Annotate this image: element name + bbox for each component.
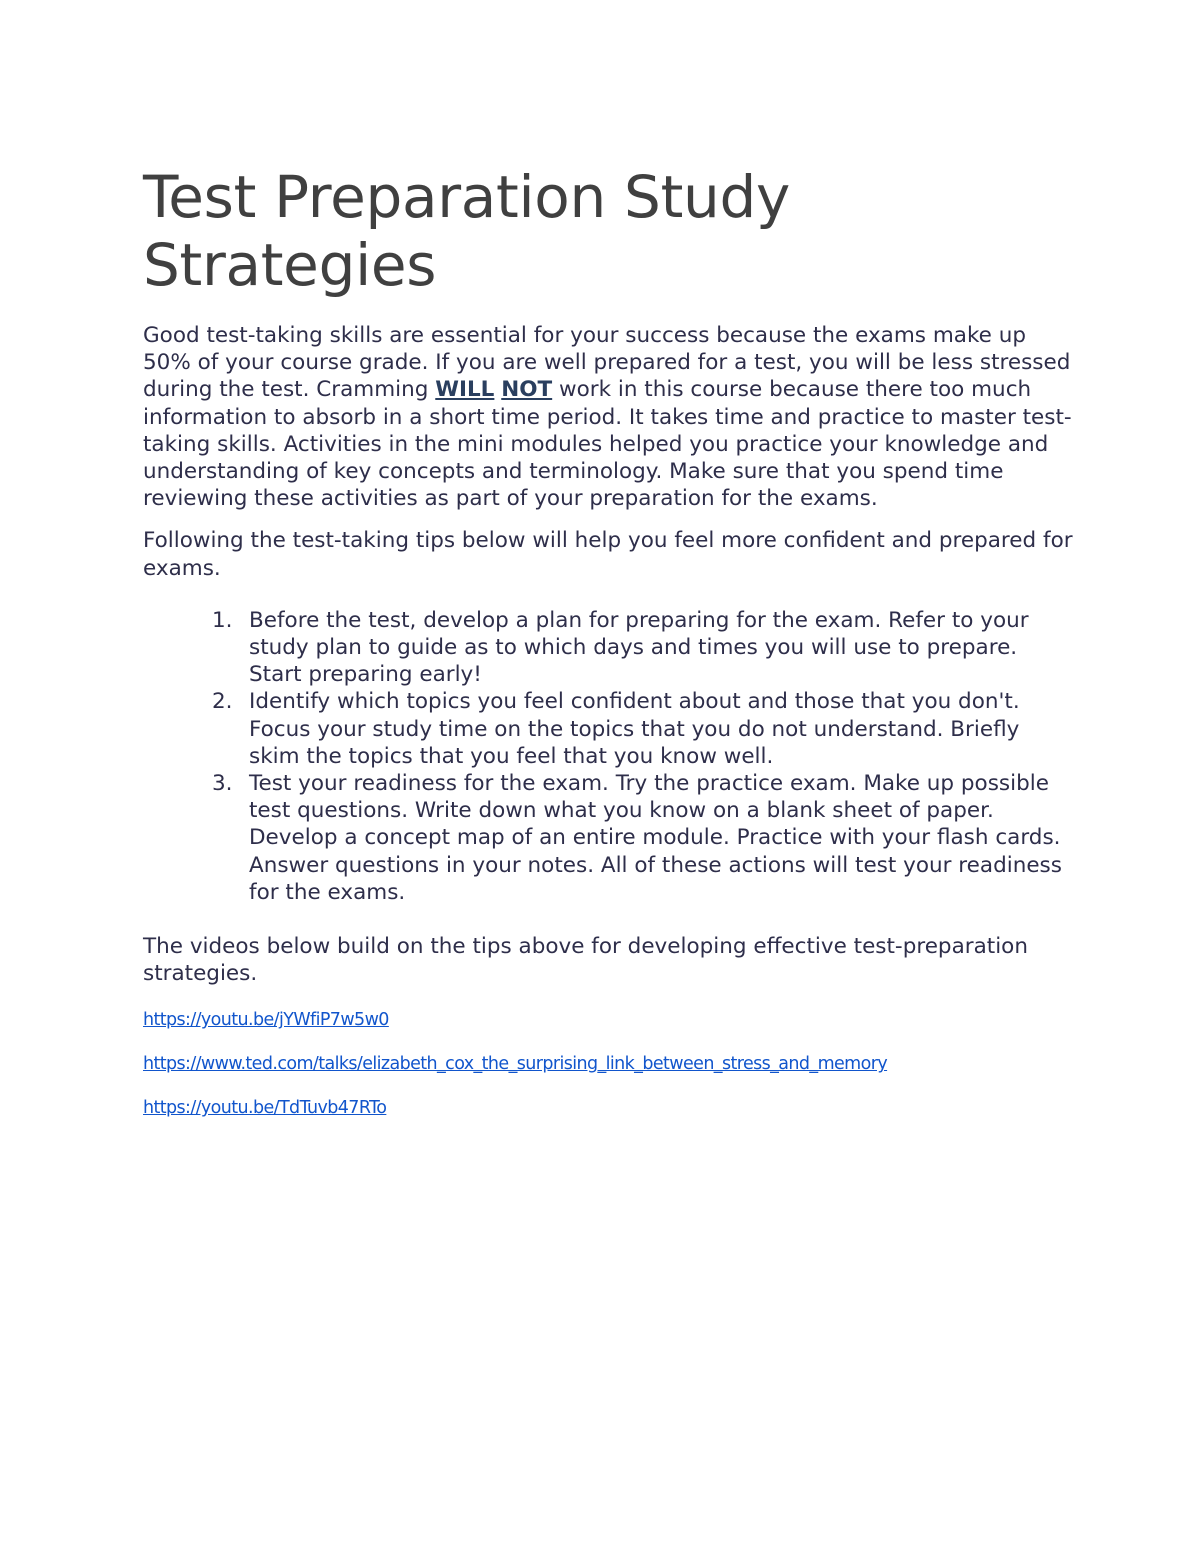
- tips-list: [143, 607, 1073, 906]
- list-item-number: 3.: [212, 771, 233, 797]
- list-item-text: Test your readiness for the exam. Try the practice exam. Make up possible test questions. Write down what you know on a blank sheet of paper. Develop a concept map of an entire module. Practice with your flash cards. Answer questions in your notes. All of these actions will test your readiness for the exams.: [249, 771, 1062, 905]
- list-item: [143, 770, 1069, 906]
- intro-paragraph: [143, 322, 1073, 512]
- list-item-number: 1.: [212, 607, 233, 633]
- intro-text-before: Good test-taking skills are essential for your success because the exams make up 50% of your course grade. If you are well prepared for a test, you will be less stressed during the test. Cramming: [143, 323, 1071, 403]
- list-item: [143, 607, 1069, 689]
- video-link-ted[interactable]: https://www.ted.com/talks/elizabeth_cox_the_surprising_link_between_stress_and_memory: [143, 1054, 888, 1075]
- list-item: [143, 688, 1069, 770]
- page-title: Test Preparation Study Strategies: [143, 163, 791, 299]
- videos-intro-paragraph: The videos below build on the tips above for developing effective test-preparation strategies.: [143, 934, 1028, 987]
- tips-intro-paragraph: Following the test-taking tips below will help you feel more confident and prepared for exams.: [143, 528, 1073, 581]
- video-link-youtube-2[interactable]: https://youtu.be/TdTuvb47RTo: [143, 1098, 387, 1119]
- list-item-text: Before the test, develop a plan for preparing for the exam. Refer to your study plan to guide as to which days and times you will use to prepare. Start preparing early!: [249, 607, 1029, 688]
- list-item-number: 2.: [212, 689, 233, 715]
- emphasis-not: NOT: [501, 377, 553, 403]
- emphasis-will: WILL: [435, 377, 495, 403]
- intro-text-after: work in this course because there too much information to absorb in a short time period. It takes time and practice to master test-taking skills. Activities in the mini modules helped you practice your knowledge and understanding of key concepts and terminology. Make sure that you spend time reviewing these activities as part of your preparation for the exams.: [143, 377, 1072, 512]
- video-link-youtube-1[interactable]: https://youtu.be/jYWfiP7w5w0: [143, 1010, 389, 1031]
- list-item-text: Identify which topics you feel confident about and those that you don't. Focus your study time on the topics that you do not understand. Briefly skim the topics that you feel that you know well.: [249, 689, 1020, 769]
- document-body: [143, 163, 1073, 1119]
